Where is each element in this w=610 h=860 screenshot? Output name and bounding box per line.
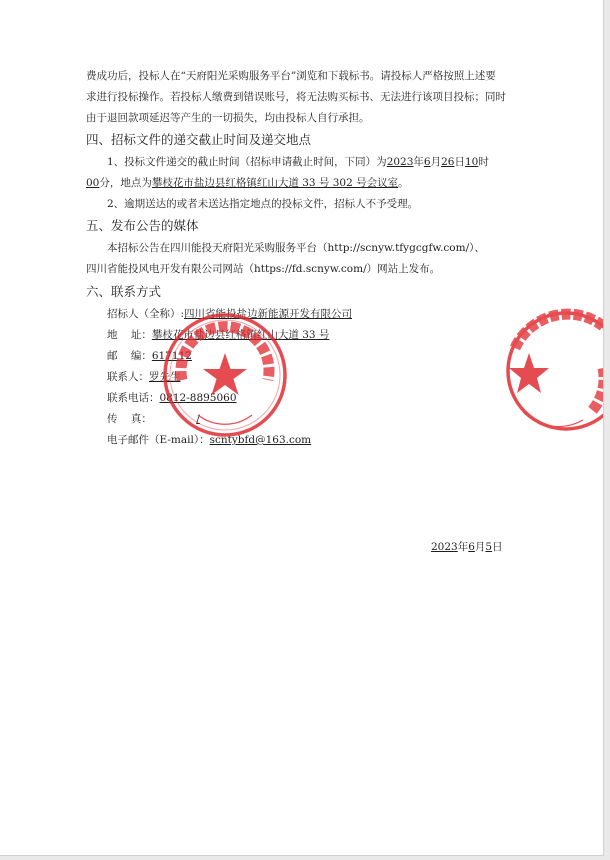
date-month: 6 — [468, 541, 475, 553]
deadline-day: 26 — [441, 156, 455, 168]
contact-value: 罗先生 — [149, 371, 181, 383]
year-char: 年 — [457, 541, 469, 553]
tenderer-label: 招标人（全称）: — [107, 308, 185, 320]
fax-label: 传 真： — [107, 413, 152, 425]
email-value: scntybfd@163.com — [209, 434, 312, 446]
postcode-value: 617112 — [151, 350, 192, 362]
year-char: 年 — [413, 156, 424, 168]
deadline-minute: 00 — [86, 177, 100, 189]
day-char: 日 — [492, 541, 503, 553]
paragraph-line: 费成功后，投标人在“天府阳光采购服务平台”浏览和下载标书。请投标人严格按照上述要 — [86, 70, 496, 82]
deadline-line-2 — [86, 176, 409, 190]
deadline-prefix: 1、投标文件递交的截止时间（招标申请截止时间，下同）为 — [107, 156, 387, 168]
media-line: 四川省能投风电开发有限公司网站（https://fd.scnyw.com/）网站上发布。 — [86, 263, 441, 275]
section-heading: 四、招标文件的递交截止时间及递交地点 — [86, 132, 312, 147]
phone-label: 联系电话： — [107, 392, 160, 404]
month-char: 月 — [430, 156, 442, 168]
address-value: 攀枝花市盐边县红格镇红山大道 33 号 — [151, 329, 330, 341]
submission-place: 攀枝花市盐边县红格镇红山大道 33 号 302 号会议室 — [151, 177, 399, 189]
fax-value: / — [196, 413, 200, 425]
deadline-hour: 10 — [464, 156, 479, 168]
company-seal — [160, 310, 290, 440]
period: 。 — [398, 177, 409, 189]
issue-date — [431, 540, 503, 554]
deadline-line — [107, 155, 489, 169]
deadline-year: 2023 — [386, 156, 414, 168]
deadline-month: 6 — [423, 156, 431, 168]
hour-char: 时 — [478, 156, 489, 168]
email-label: 电子邮件（E-mail）： — [107, 434, 210, 446]
minute-text: 分，地点为 — [99, 177, 152, 189]
contact-label: 联系人： — [107, 371, 149, 383]
date-day: 5 — [485, 541, 493, 553]
company-seal-partial — [503, 308, 603, 434]
day-char: 日 — [454, 156, 465, 168]
section-heading: 六、联系方式 — [86, 284, 162, 299]
section-heading: 五、发布公告的媒体 — [86, 218, 199, 233]
paragraph-line: 由于退回款项延迟等产生的一切损失，均由投标人自行承担。 — [86, 112, 370, 124]
postcode-label: 邮 编： — [107, 350, 152, 362]
address-label: 地 址： — [107, 329, 152, 341]
month-char: 月 — [474, 541, 486, 553]
paragraph-line: 求进行投标操作。若投标人缴费到错误账号，将无法购买标书、无法进行该项目投标；同时 — [86, 91, 506, 103]
tenderer-value: 四川省能投盐边新能源开发有限公司 — [184, 308, 353, 320]
date-year: 2023 — [431, 541, 458, 553]
media-line: 本招标公告在四川能投天府阳光采购服务平台（http://scnyw.tfygcgfw.com/）、 — [107, 242, 485, 254]
phone-value: 0812-8895060 — [159, 392, 237, 404]
late-submission-line: 2、逾期送达的或者未送达指定地点的投标文件，招标人不予受理。 — [107, 198, 419, 210]
